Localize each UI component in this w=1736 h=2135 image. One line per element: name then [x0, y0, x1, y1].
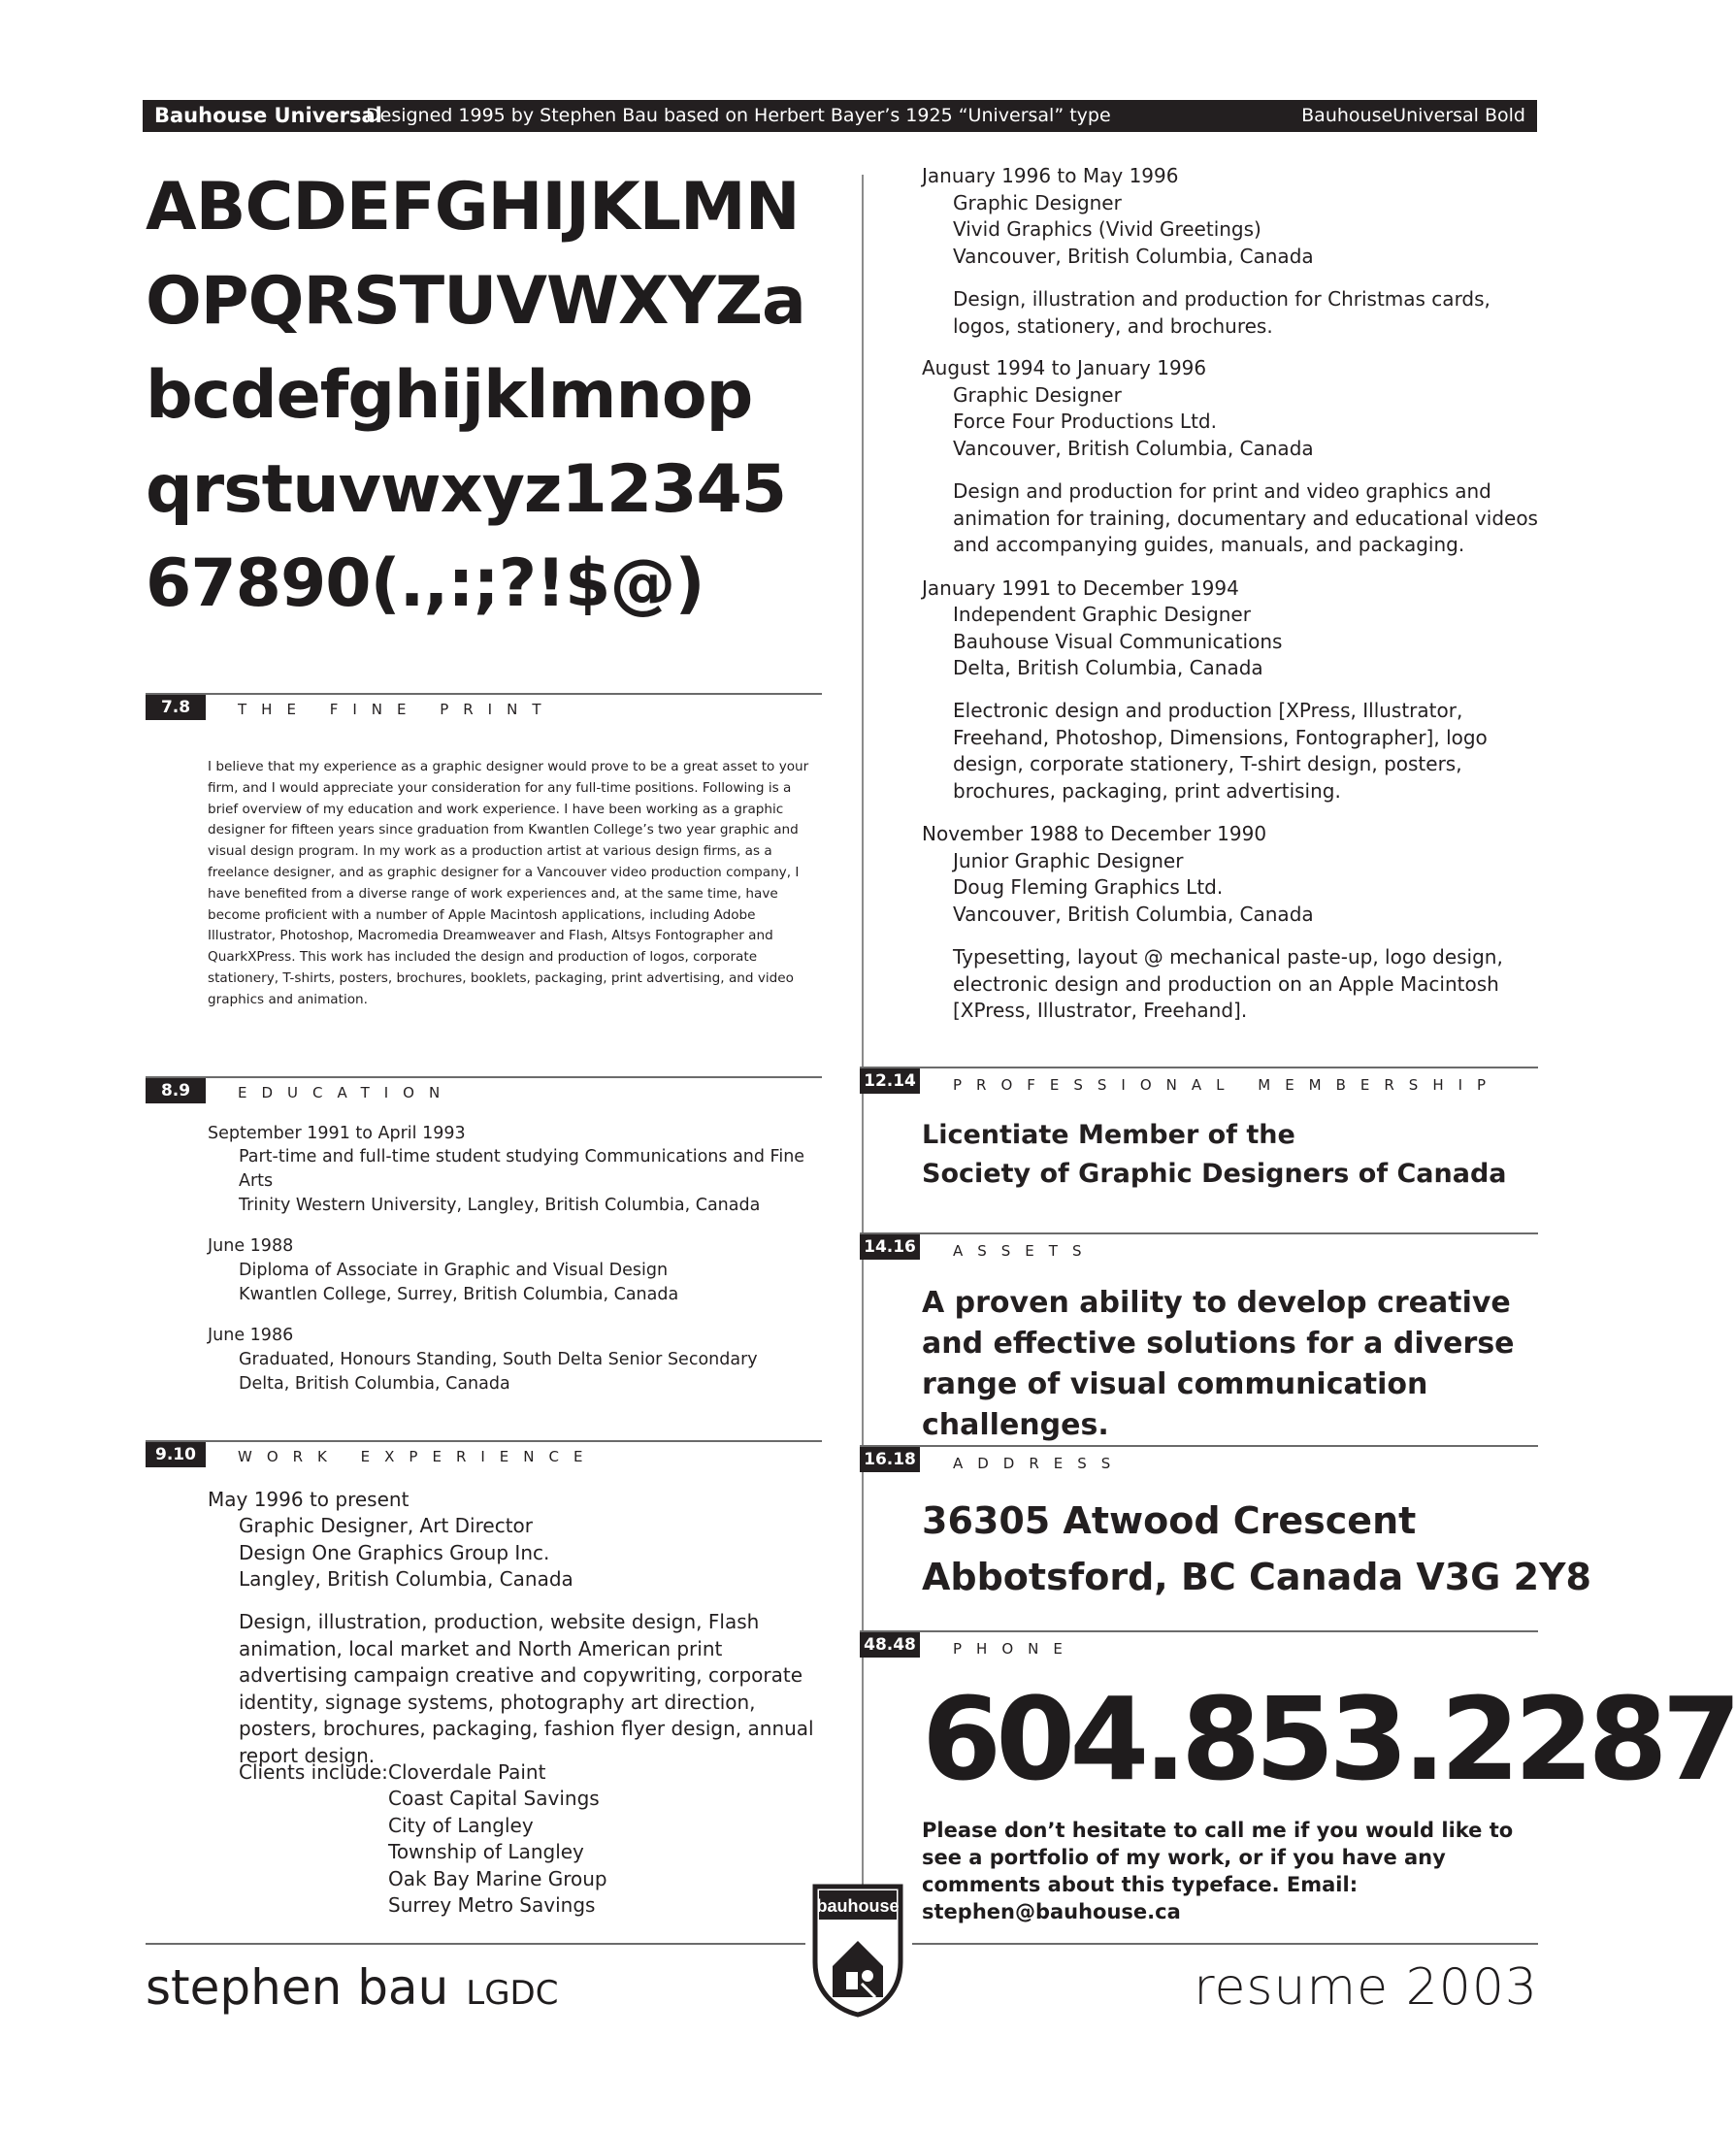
- bauhouse-logo-icon: [807, 1883, 908, 2019]
- section-number: 12.14: [860, 1068, 920, 1094]
- column-divider: [862, 175, 864, 1946]
- section-number: 7.8: [146, 695, 206, 720]
- phone-number: 604.853.2287: [922, 1672, 1736, 1806]
- footer-suffix: LGDC: [466, 1974, 559, 2013]
- header-title: Bauhouse Universal: [154, 104, 382, 127]
- assets-statement: A proven ability to develop creative and effective solutions for a diverse range of visual communication challenges.: [922, 1286, 1515, 1442]
- education-detail: Trinity Western University, Langley, British Columbia, Canada: [239, 1196, 761, 1215]
- section-title: EDUCATION: [238, 1084, 455, 1101]
- section-number: 9.10: [146, 1442, 206, 1467]
- footer-name-text: stephen bau: [146, 1959, 449, 2016]
- section-rule: [860, 1067, 1538, 1068]
- client-item: City of Langley: [388, 1814, 534, 1837]
- specimen-line: bcdefghijklmnop: [146, 357, 753, 434]
- footer-resume: resume 2003: [1194, 1958, 1538, 2017]
- work-location: Vancouver, British Columbia, Canada: [953, 903, 1314, 926]
- specimen-line: qrstuvwxyz12345: [146, 451, 787, 528]
- work-description: Design, illustration, production, website design, Flash animation, local market and North American print advertising campaign creative and copywriting, corporate identity, signage systems, photography art direction, posters, brochures, packaging, fashion flyer design, annual report design.: [239, 1610, 814, 1767]
- education-date: June 1986: [208, 1326, 294, 1345]
- work-date: January 1991 to December 1994: [922, 576, 1239, 600]
- address-line: 36305 Atwood Crescent: [922, 1499, 1417, 1542]
- work-company: Doug Fleming Graphics Ltd.: [953, 875, 1224, 899]
- section-title: PHONE: [953, 1640, 1077, 1658]
- section-title: PROFESSIONAL MEMBERSHIP: [953, 1076, 1501, 1094]
- work-description: Typesetting, layout @ mechanical paste-up, logo design, electronic design and production on an Apple Macintosh [XPress, Illustrator, Freehand].: [953, 945, 1503, 1022]
- header-font-name: BauhouseUniversal Bold: [1301, 105, 1525, 126]
- membership-line: Society of Graphic Designers of Canada: [922, 1159, 1507, 1189]
- work-title: Junior Graphic Designer: [953, 849, 1184, 872]
- work-title: Graphic Designer, Art Director: [239, 1514, 533, 1537]
- work-date: May 1996 to present: [208, 1488, 409, 1511]
- section-title: ADDRESS: [953, 1455, 1126, 1472]
- education-detail: Arts: [239, 1171, 274, 1191]
- client-item: Coast Capital Savings: [388, 1787, 600, 1810]
- section-rule: [860, 1630, 1538, 1632]
- education-detail: Delta, British Columbia, Canada: [239, 1374, 510, 1394]
- education-detail: Kwantlen College, Surrey, British Columbia, Canada: [239, 1285, 679, 1304]
- education-date: June 1988: [208, 1236, 294, 1256]
- work-location: Vancouver, British Columbia, Canada: [953, 245, 1314, 268]
- section-rule: [146, 693, 822, 695]
- section-title: WORK EXPERIENCE: [238, 1448, 598, 1465]
- education-detail: Diploma of Associate in Graphic and Visual Design: [239, 1261, 669, 1280]
- header-subtitle: Designed 1995 by Stephen Bau based on Herbert Bayer’s 1925 “Universal” type: [366, 105, 1111, 126]
- section-number: 8.9: [146, 1078, 206, 1103]
- section-number: 48.48: [860, 1632, 920, 1658]
- specimen-line: 67890(.,:;?!$@): [146, 545, 704, 622]
- work-description: Electronic design and production [XPress, Illustrator, Freehand, Photoshop, Dimensions, Fontographer], logo design, corporate stationery, T-shirt design, posters, brochures, packaging, print advertising.: [953, 699, 1488, 803]
- logo-text: bauhouse: [816, 1896, 900, 1916]
- work-description: Design, illustration and production for Christmas cards, logos, stationery, and brochures.: [953, 287, 1490, 338]
- education-detail: Graduated, Honours Standing, South Delta Senior Secondary: [239, 1350, 758, 1369]
- fine-print-paragraph: I believe that my experience as a graphic designer would prove to be a great asset to your firm, and I would appreciate your consideration for any full-time positions. Following is a brief overview of my education and work experience. I have been working as a graphic designer for fifteen years since graduation from Kwantlen College’s two year graphic and visual design program. In my work as a production artist at various design firms, as a freelance designer, and as graphic designer for a Vancouver video production company, I have benefited from a diverse range of work experiences and, at the same time, have become proficient with a number of Apple Macintosh applications, including Adobe Illustrator, Photoshop, Macromedia Dreamweaver and Flash, Altsys Fontographer and QuarkXPress. This work has included the design and production of logos, corporate stationery, T-shirts, posters, brochures, booklets, packaging, print advertising, and video graphics and animation.: [208, 759, 809, 1007]
- work-company: Design One Graphics Group Inc.: [239, 1541, 550, 1564]
- work-description: Design and production for print and video graphics and animation for training, documentary and educational videos and accompanying guides, manuals, and packaging.: [953, 479, 1538, 556]
- membership-line: Licentiate Member of the: [922, 1120, 1295, 1150]
- client-item: Surrey Metro Savings: [388, 1893, 596, 1917]
- footer-name: [146, 1958, 558, 2022]
- work-company: Force Four Productions Ltd.: [953, 410, 1217, 433]
- education-detail: Part-time and full-time student studying Communications and Fine: [239, 1147, 805, 1166]
- client-item: Oak Bay Marine Group: [388, 1867, 607, 1890]
- specimen-line: OPQRSTUVWXYZa: [146, 263, 805, 340]
- work-location: Delta, British Columbia, Canada: [953, 656, 1263, 679]
- section-number: 16.18: [860, 1447, 920, 1472]
- clients-label: Clients include:: [239, 1760, 388, 1784]
- work-title: Graphic Designer: [953, 191, 1122, 214]
- section-rule: [146, 1440, 822, 1442]
- client-item: Township of Langley: [388, 1840, 584, 1863]
- work-company: Vivid Graphics (Vivid Greetings): [953, 217, 1261, 241]
- work-company: Bauhouse Visual Communications: [953, 630, 1283, 653]
- phone-note: Please don’t hesitate to call me if you would like to see a portfolio of my work, or if you have any comments about this typeface. Email: stephen@bauhouse.ca: [922, 1819, 1514, 1923]
- work-date: January 1996 to May 1996: [922, 164, 1179, 187]
- header-bar: [143, 100, 1537, 132]
- work-title: Graphic Designer: [953, 383, 1122, 407]
- footer-rule: [146, 1943, 805, 1945]
- section-number: 14.16: [860, 1234, 920, 1260]
- work-location: Vancouver, British Columbia, Canada: [953, 437, 1314, 460]
- section-title: THE FINE PRINT: [238, 701, 556, 718]
- section-title: ASSETS: [953, 1242, 1097, 1260]
- section-rule: [146, 1076, 822, 1078]
- footer-rule: [912, 1943, 1538, 1945]
- address-line: Abbotsford, BC Canada V3G 2Y8: [922, 1556, 1591, 1598]
- work-date: August 1994 to January 1996: [922, 356, 1207, 379]
- work-title: Independent Graphic Designer: [953, 603, 1251, 626]
- education-date: September 1991 to April 1993: [208, 1124, 466, 1143]
- specimen-line: ABCDEFGHIJKLMN: [146, 169, 800, 246]
- work-location: Langley, British Columbia, Canada: [239, 1567, 573, 1591]
- section-rule: [860, 1445, 1538, 1447]
- client-item: Cloverdale Paint: [388, 1760, 546, 1784]
- section-rule: [860, 1232, 1538, 1234]
- work-date: November 1988 to December 1990: [922, 822, 1267, 845]
